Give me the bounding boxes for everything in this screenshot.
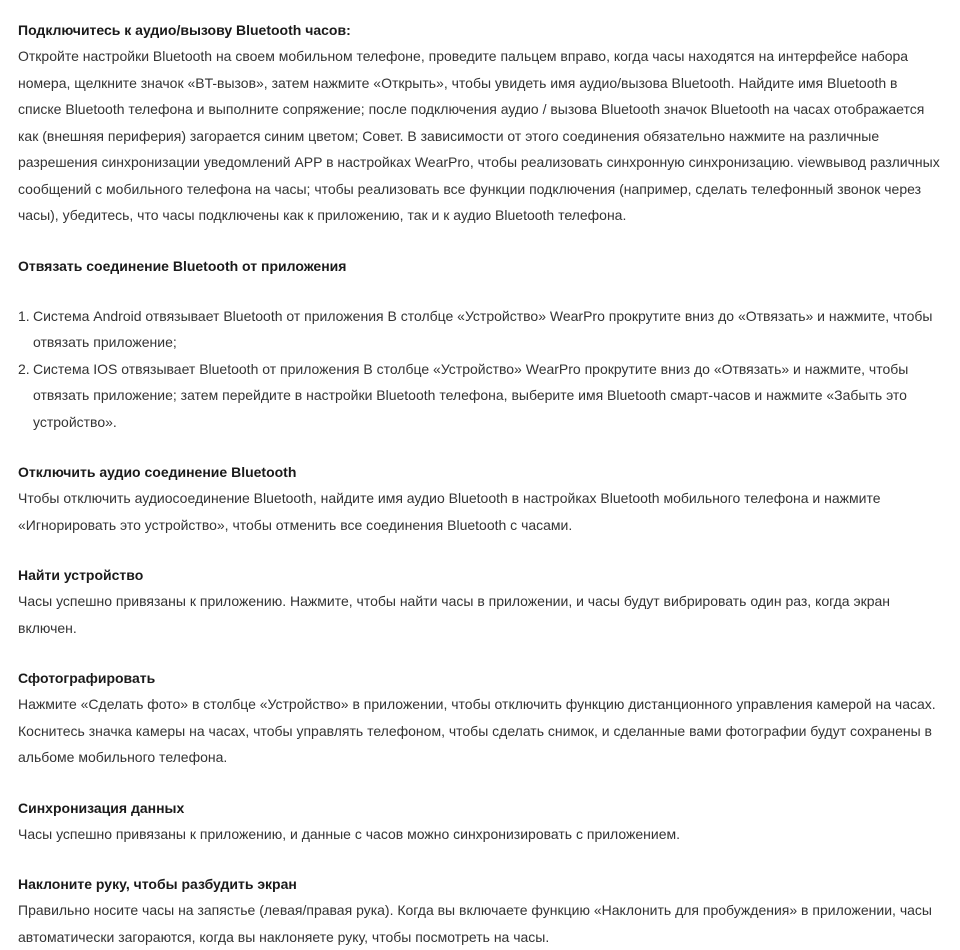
section-heading: Отключить аудио соединение Bluetooth [18, 464, 297, 480]
section-take-photo [18, 665, 942, 771]
section-heading: Синхронизация данных [18, 799, 185, 816]
section-heading: Подключитесь к аудио/вызову Bluetooth часов: [18, 22, 351, 38]
section-data-sync [18, 795, 942, 848]
step-number: 2. [18, 360, 30, 377]
section-body: Правильно носите часы на запястье (левая/правая рука). Когда вы включаете функцию «Наклонить для пробуждения» в приложении, часы автоматически загораются, когда вы наклоняете руку, чтобы посмотреть на часы. [18, 902, 932, 945]
step-text: Система IOS отвязывает Bluetooth от приложения В столбце «Устройство» WearPro прокрутите вниз до «Отвязать» и нажмите, чтобы отвязать приложение; затем перейдите в настройки Bluetooth телефона, выберите имя Bluetooth смарт-часов и нажмите «Забыть это устройство». [33, 360, 909, 430]
section-body: Часы успешно привязаны к приложению, и данные с часов можно синхронизировать с приложением. [18, 825, 681, 842]
section-find-device [18, 562, 942, 641]
section-unbind-bluetooth [18, 253, 942, 436]
section-heading: Отвязать соединение Bluetooth от приложения [18, 257, 347, 274]
section-body: Откройте настройки Bluetooth на своем мобильном телефоне, проведите пальцем вправо, когда часы находятся на интерфейсе набора номера, щелкните значок «BT-вызов», затем нажмите «Открыть», чтобы увидеть имя аудио/вызова Bluetooth. Найдите имя Bluetooth в списке Bluetooth телефона и выполните сопряжение; после подключения аудио / вызова Bluetooth значок Bluetooth на часах отображается как (внешняя периферия) загорается синим цветом; Совет. В зависимости от этого соединения обязательно нажмите на различные разрешения синхронизации уведомлений APP в настройках WearPro, чтобы реализовать синхронную синхронизацию. viewвывод различных сообщений с мобильного телефона на часы; чтобы реализовать все функции подключения (например, сделать телефонный звонок через часы), убедитесь, что часы подключены как к приложению, так и к аудио Bluetooth телефона. [18, 48, 940, 223]
section-body: Чтобы отключить аудиосоединение Bluetooth, найдите имя аудио Bluetooth в настройках Bluetooth мобильного телефона и нажмите «Игнорировать это устройство», чтобы отменить все соединения Bluetooth с часами. [18, 490, 881, 533]
steps-list [18, 303, 942, 436]
section-heading: Сфотографировать [18, 670, 156, 686]
section-bluetooth-call [18, 17, 942, 229]
step-text: Система Android отвязывает Bluetooth от приложения В столбце «Устройство» WearPro прокрутите вниз до «Отвязать» и нажмите, чтобы отвязать приложение; [33, 307, 933, 350]
section-body: Нажмите «Сделать фото» в столбце «Устройство» в приложении, чтобы отключить функцию дистанционного управления камерой на часах. Коснитесь значка камеры на часах, чтобы управлять телефоном, чтобы сделать снимок, и сделанные вами фотографии будут сохранены в альбоме мобильного телефона. [18, 696, 936, 765]
section-body: Часы успешно привязаны к приложению. Нажмите, чтобы найти часы в приложении, и часы будут вибрировать один раз, когда экран включен. [18, 593, 891, 636]
list-item [18, 356, 942, 436]
section-disconnect-audio [18, 459, 942, 538]
list-item [18, 303, 942, 356]
section-tilt-to-wake [18, 871, 942, 950]
spacer [18, 279, 942, 303]
section-heading: Наклоните руку, чтобы разбудить экран [18, 876, 297, 892]
section-heading: Найти устройство [18, 567, 144, 583]
step-number: 1. [18, 307, 30, 324]
